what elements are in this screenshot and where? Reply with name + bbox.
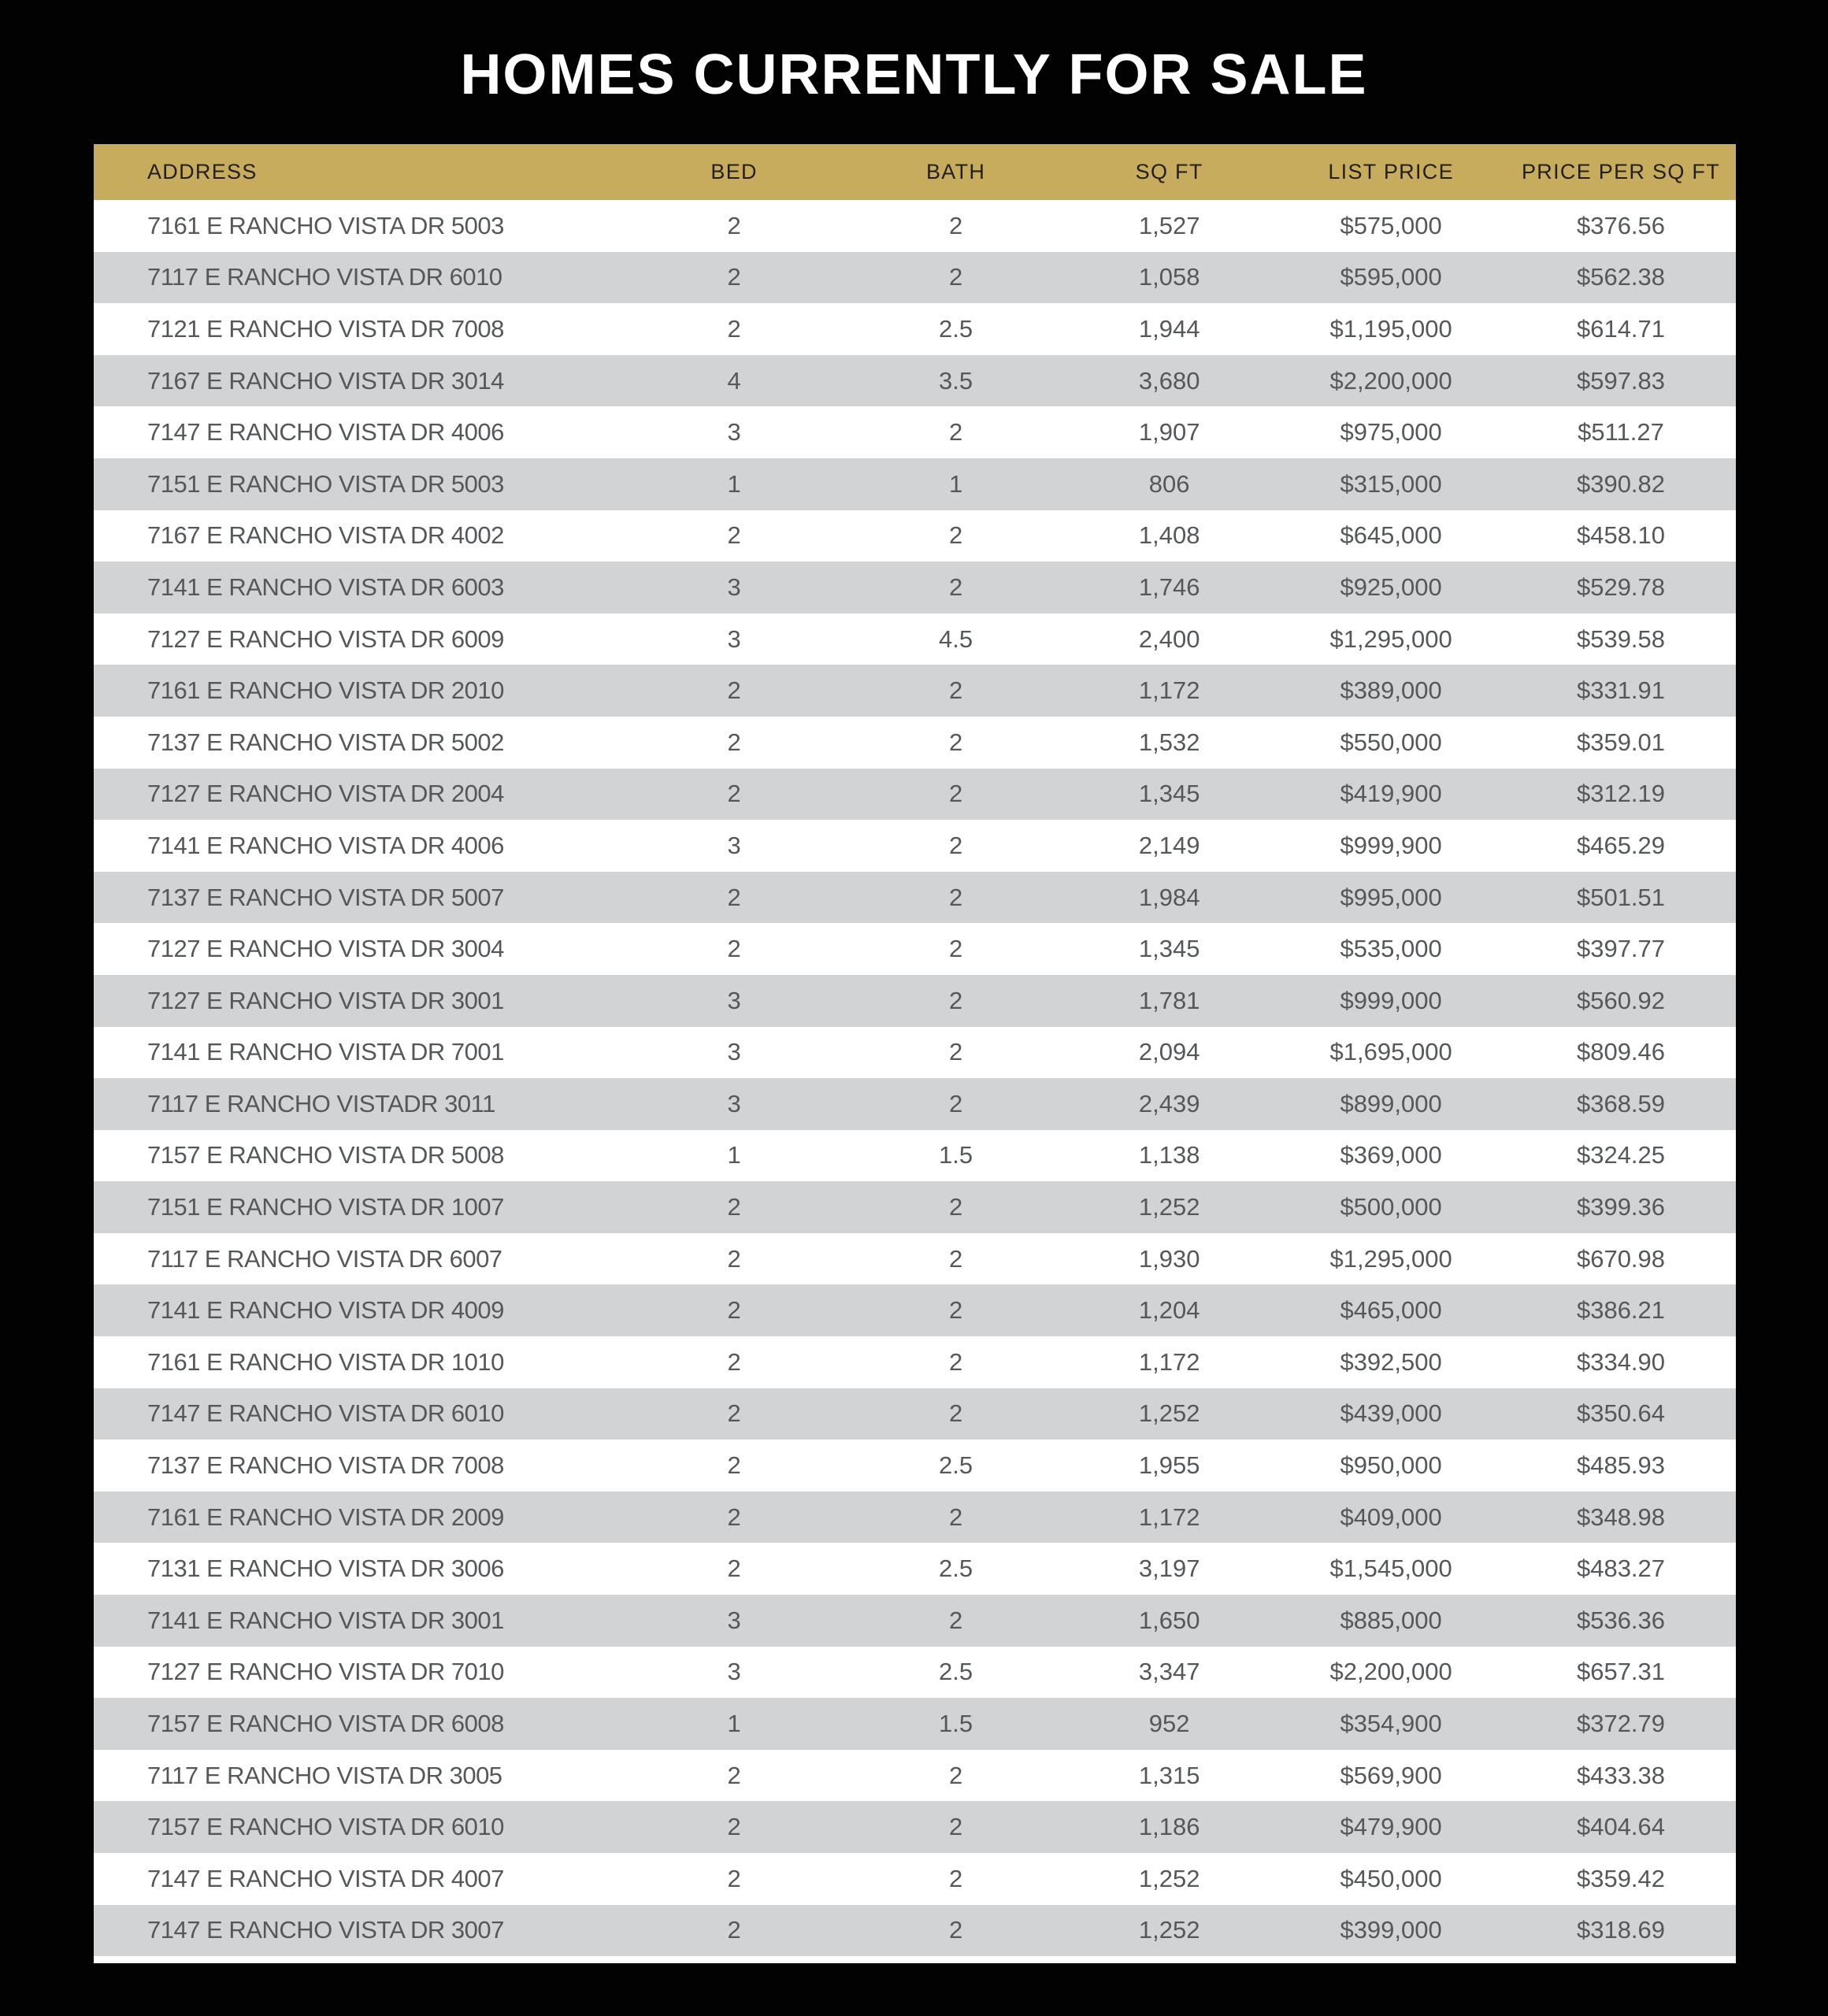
cell-price-per-sqft: $331.91 [1576, 676, 1666, 705]
table-row [94, 975, 1736, 1027]
cell-list-price: $2,200,000 [1329, 366, 1452, 395]
cell-price-per-sqft: $562.38 [1576, 263, 1666, 291]
cell-address: 7127 E RANCHO VISTA DR 2004 [147, 780, 504, 808]
cell-bath: 2 [948, 831, 963, 859]
cell-list-price: $354,900 [1340, 1710, 1442, 1738]
cell-address: 7141 E RANCHO VISTA DR 7001 [147, 1038, 504, 1066]
header-cell-sqft: SQ FT [1135, 160, 1203, 183]
cell-bed: 1 [727, 1141, 741, 1169]
cell-bed: 2 [727, 1244, 741, 1273]
cell-address: 7127 E RANCHO VISTA DR 3001 [147, 986, 504, 1014]
cell-address: 7157 E RANCHO VISTA DR 6010 [147, 1813, 504, 1841]
cell-address: 7157 E RANCHO VISTA DR 5008 [147, 1141, 504, 1169]
cell-price-per-sqft: $465.29 [1576, 831, 1666, 859]
cell-price-per-sqft: $368.59 [1576, 1089, 1666, 1117]
cell-sqft: 1,345 [1138, 935, 1200, 963]
cell-bed: 3 [727, 624, 741, 653]
table-row [94, 1750, 1736, 1802]
cell-price-per-sqft: $318.69 [1576, 1916, 1666, 1944]
cell-price-per-sqft: $458.10 [1576, 521, 1666, 550]
cell-bath: 1 [948, 469, 963, 498]
cell-address: 7127 E RANCHO VISTA DR 7010 [147, 1658, 504, 1686]
cell-price-per-sqft: $390.82 [1576, 469, 1666, 498]
table-row [94, 769, 1736, 821]
cell-sqft: 1,058 [1138, 263, 1200, 291]
cell-list-price: $550,000 [1340, 728, 1442, 756]
cell-bath: 1.5 [939, 1710, 973, 1738]
cell-bed: 2 [727, 1296, 741, 1325]
table-row [94, 613, 1736, 665]
cell-bed: 2 [727, 883, 741, 911]
cell-bed: 2 [727, 1813, 741, 1841]
cell-address: 7117 E RANCHO VISTA DR 6010 [147, 263, 502, 291]
cell-sqft: 1,138 [1138, 1141, 1200, 1169]
cell-bath: 2 [948, 1347, 963, 1376]
cell-price-per-sqft: $404.64 [1576, 1813, 1666, 1841]
cell-bath: 2 [948, 1761, 963, 1789]
cell-address: 7141 E RANCHO VISTA DR 4006 [147, 831, 504, 859]
cell-price-per-sqft: $485.93 [1576, 1451, 1666, 1480]
table-row [94, 303, 1736, 355]
cell-list-price: $419,900 [1340, 780, 1442, 808]
cell-address: 7141 E RANCHO VISTA DR 4009 [147, 1296, 504, 1325]
table-row [94, 458, 1736, 510]
cell-list-price: $1,545,000 [1329, 1555, 1452, 1583]
cell-sqft: 1,532 [1138, 728, 1200, 756]
cell-bath: 2 [948, 935, 963, 963]
cell-address: 7127 E RANCHO VISTA DR 6009 [147, 624, 504, 653]
cell-price-per-sqft: $348.98 [1576, 1503, 1666, 1531]
table-row [94, 872, 1736, 924]
table-row [94, 1440, 1736, 1492]
cell-bath: 2 [948, 780, 963, 808]
cell-bed: 2 [727, 1555, 741, 1583]
cell-address: 7167 E RANCHO VISTA DR 3014 [147, 366, 504, 395]
cell-price-per-sqft: $597.83 [1576, 366, 1666, 395]
cell-bed: 1 [727, 1710, 741, 1738]
cell-bed: 2 [727, 1347, 741, 1376]
cell-list-price: $575,000 [1340, 211, 1442, 239]
table-row [94, 1130, 1736, 1182]
cell-sqft: 1,345 [1138, 780, 1200, 808]
cell-bed: 3 [727, 1658, 741, 1686]
cell-bath: 3.5 [939, 366, 973, 395]
cell-sqft: 952 [1148, 1710, 1190, 1738]
table-row [94, 665, 1736, 717]
cell-bath: 2 [948, 676, 963, 705]
cell-sqft: 2,094 [1138, 1038, 1200, 1066]
table-row [94, 1492, 1736, 1544]
cell-bath: 2.5 [939, 1658, 973, 1686]
cell-list-price: $975,000 [1340, 418, 1442, 447]
cell-list-price: $439,000 [1340, 1399, 1442, 1428]
page-title: HOMES CURRENTLY FOR SALE [460, 43, 1368, 106]
cell-price-per-sqft: $539.58 [1576, 624, 1666, 653]
cell-address: 7151 E RANCHO VISTA DR 1007 [147, 1193, 504, 1221]
cell-bath: 2 [948, 728, 963, 756]
cell-price-per-sqft: $359.01 [1576, 728, 1666, 756]
cell-list-price: $392,500 [1340, 1347, 1442, 1376]
cell-address: 7131 E RANCHO VISTA DR 3006 [147, 1555, 504, 1583]
cell-price-per-sqft: $433.38 [1576, 1761, 1666, 1789]
cell-list-price: $369,000 [1340, 1141, 1442, 1169]
cell-sqft: 1,944 [1138, 314, 1200, 343]
cell-bed: 2 [727, 314, 741, 343]
table-row [94, 1801, 1736, 1853]
cell-sqft: 1,315 [1138, 1761, 1200, 1789]
cell-list-price: $995,000 [1340, 883, 1442, 911]
cell-address: 7117 E RANCHO VISTA DR 3005 [147, 1761, 502, 1789]
table-row [94, 1647, 1736, 1699]
cell-bed: 3 [727, 1606, 741, 1634]
cell-price-per-sqft: $372.79 [1576, 1710, 1666, 1738]
cell-address: 7121 E RANCHO VISTA DR 7008 [147, 314, 504, 343]
cell-bath: 2 [948, 1089, 963, 1117]
cell-bed: 2 [727, 521, 741, 550]
cell-bath: 1.5 [939, 1141, 973, 1169]
cell-bath: 2 [948, 1038, 963, 1066]
cell-sqft: 1,955 [1138, 1451, 1200, 1480]
cell-bed: 2 [727, 1916, 741, 1944]
cell-list-price: $999,900 [1340, 831, 1442, 859]
cell-price-per-sqft: $359.42 [1576, 1864, 1666, 1892]
cell-list-price: $885,000 [1340, 1606, 1442, 1634]
cell-address: 7147 E RANCHO VISTA DR 4006 [147, 418, 504, 447]
cell-price-per-sqft: $560.92 [1576, 986, 1666, 1014]
cell-bed: 3 [727, 986, 741, 1014]
cell-bath: 2 [948, 883, 963, 911]
cell-sqft: 1,907 [1138, 418, 1200, 447]
cell-bath: 2 [948, 1864, 963, 1892]
cell-price-per-sqft: $397.77 [1576, 935, 1666, 963]
cell-price-per-sqft: $483.27 [1576, 1555, 1666, 1583]
cell-sqft: 2,439 [1138, 1089, 1200, 1117]
cell-address: 7141 E RANCHO VISTA DR 3001 [147, 1606, 504, 1634]
cell-bath: 2.5 [939, 1451, 973, 1480]
cell-list-price: $925,000 [1340, 573, 1442, 601]
cell-address: 7157 E RANCHO VISTA DR 6008 [147, 1710, 504, 1738]
cell-list-price: $1,295,000 [1329, 1244, 1452, 1273]
cell-list-price: $899,000 [1340, 1089, 1442, 1117]
cell-price-per-sqft: $657.31 [1576, 1658, 1666, 1686]
cell-bed: 2 [727, 1451, 741, 1480]
cell-list-price: $645,000 [1340, 521, 1442, 550]
table-row [94, 1181, 1736, 1233]
cell-sqft: 3,680 [1138, 366, 1200, 395]
cell-sqft: 3,347 [1138, 1658, 1200, 1686]
table-row [94, 252, 1736, 304]
cell-list-price: $1,195,000 [1329, 314, 1452, 343]
table-row [94, 1336, 1736, 1388]
cell-sqft: 1,252 [1138, 1193, 1200, 1221]
table-row [94, 1543, 1736, 1595]
cell-address: 7161 E RANCHO VISTA DR 1010 [147, 1347, 504, 1376]
cell-sqft: 3,197 [1138, 1555, 1200, 1583]
table-row [94, 923, 1736, 975]
cell-price-per-sqft: $376.56 [1576, 211, 1666, 239]
cell-sqft: 1,252 [1138, 1916, 1200, 1944]
cell-bath: 2 [948, 1399, 963, 1428]
cell-sqft: 1,746 [1138, 573, 1200, 601]
header-cell-bed: BED [710, 160, 758, 183]
table-row [94, 355, 1736, 407]
cell-bed: 2 [727, 1399, 741, 1428]
cell-price-per-sqft: $386.21 [1576, 1296, 1666, 1325]
table-row [94, 406, 1736, 458]
cell-bed: 2 [727, 1503, 741, 1531]
cell-list-price: $315,000 [1340, 469, 1442, 498]
cell-bath: 2 [948, 1916, 963, 1944]
cell-address: 7167 E RANCHO VISTA DR 4002 [147, 521, 504, 550]
cell-bed: 3 [727, 1038, 741, 1066]
cell-bath: 2 [948, 986, 963, 1014]
cell-sqft: 1,172 [1138, 1503, 1200, 1531]
cell-price-per-sqft: $350.64 [1576, 1399, 1666, 1428]
cell-list-price: $950,000 [1340, 1451, 1442, 1480]
cell-sqft: 1,252 [1138, 1864, 1200, 1892]
cell-address: 7137 E RANCHO VISTA DR 5002 [147, 728, 504, 756]
table-row [94, 1078, 1736, 1130]
cell-address: 7161 E RANCHO VISTA DR 5003 [147, 211, 504, 239]
table-row [94, 561, 1736, 613]
table-row [94, 200, 1736, 252]
cell-bed: 2 [727, 780, 741, 808]
cell-address: 7141 E RANCHO VISTA DR 6003 [147, 573, 504, 601]
table-body [94, 200, 1736, 1956]
table-row [94, 1595, 1736, 1647]
cell-list-price: $1,295,000 [1329, 624, 1452, 653]
table-row [94, 1853, 1736, 1905]
cell-address: 7161 E RANCHO VISTA DR 2009 [147, 1503, 504, 1531]
cell-address: 7151 E RANCHO VISTA DR 5003 [147, 469, 504, 498]
cell-sqft: 1,172 [1138, 676, 1200, 705]
cell-list-price: $1,695,000 [1329, 1038, 1452, 1066]
cell-bed: 2 [727, 1193, 741, 1221]
cell-sqft: 1,527 [1138, 211, 1200, 239]
table-row [94, 1905, 1736, 1957]
cell-address: 7117 E RANCHO VISTA DR 6007 [147, 1244, 502, 1273]
cell-list-price: $535,000 [1340, 935, 1442, 963]
cell-bed: 1 [727, 469, 741, 498]
cell-sqft: 1,252 [1138, 1399, 1200, 1428]
table-row [94, 1388, 1736, 1440]
cell-bed: 4 [727, 366, 741, 395]
cell-bath: 2.5 [939, 314, 973, 343]
cell-price-per-sqft: $334.90 [1576, 1347, 1666, 1376]
cell-price-per-sqft: $529.78 [1576, 573, 1666, 601]
homes-for-sale-table [94, 144, 1736, 1963]
cell-list-price: $450,000 [1340, 1864, 1442, 1892]
cell-bath: 2 [948, 1296, 963, 1325]
header-cell-address: ADDRESS [147, 160, 258, 183]
header-cell-price-per-sqft: PRICE PER SQ FT [1521, 160, 1721, 183]
table-row [94, 1284, 1736, 1336]
cell-bed: 2 [727, 1761, 741, 1789]
cell-sqft: 2,400 [1138, 624, 1200, 653]
cell-bath: 2 [948, 1244, 963, 1273]
cell-bed: 2 [727, 728, 741, 756]
cell-price-per-sqft: $809.46 [1576, 1038, 1666, 1066]
cell-bed: 2 [727, 1864, 741, 1892]
cell-bed: 2 [727, 935, 741, 963]
cell-sqft: 1,408 [1138, 521, 1200, 550]
cell-bed: 2 [727, 211, 741, 239]
cell-address: 7147 E RANCHO VISTA DR 6010 [147, 1399, 504, 1428]
cell-sqft: 1,172 [1138, 1347, 1200, 1376]
cell-bed: 3 [727, 1089, 741, 1117]
cell-list-price: $465,000 [1340, 1296, 1442, 1325]
cell-bed: 2 [727, 676, 741, 705]
cell-list-price: $999,000 [1340, 986, 1442, 1014]
cell-sqft: 2,149 [1138, 831, 1200, 859]
cell-list-price: $479,900 [1340, 1813, 1442, 1841]
cell-price-per-sqft: $614.71 [1576, 314, 1666, 343]
cell-list-price: $409,000 [1340, 1503, 1442, 1531]
cell-address: 7161 E RANCHO VISTA DR 2010 [147, 676, 504, 705]
cell-price-per-sqft: $670.98 [1576, 1244, 1666, 1273]
cell-price-per-sqft: $324.25 [1576, 1141, 1666, 1169]
cell-bath: 2 [948, 521, 963, 550]
cell-bed: 3 [727, 418, 741, 447]
cell-bath: 2 [948, 211, 963, 239]
cell-address: 7117 E RANCHO VISTADR 3011 [147, 1089, 495, 1117]
table-row [94, 510, 1736, 562]
cell-bath: 2 [948, 1606, 963, 1634]
cell-price-per-sqft: $312.19 [1576, 780, 1666, 808]
cell-list-price: $2,200,000 [1329, 1658, 1452, 1686]
cell-bath: 2.5 [939, 1555, 973, 1583]
cell-sqft: 806 [1148, 469, 1190, 498]
cell-bath: 2 [948, 573, 963, 601]
cell-sqft: 1,204 [1138, 1296, 1200, 1325]
cell-bath: 2 [948, 1503, 963, 1531]
cell-bed: 3 [727, 573, 741, 601]
cell-sqft: 1,186 [1138, 1813, 1200, 1841]
header-cell-list-price: LIST PRICE [1328, 160, 1454, 183]
cell-list-price: $399,000 [1340, 1916, 1442, 1944]
cell-list-price: $595,000 [1340, 263, 1442, 291]
table-row [94, 1698, 1736, 1750]
cell-price-per-sqft: $501.51 [1576, 883, 1666, 911]
table-row [94, 820, 1736, 872]
cell-bed: 3 [727, 831, 741, 859]
cell-bath: 4.5 [939, 624, 973, 653]
cell-price-per-sqft: $536.36 [1576, 1606, 1666, 1634]
cell-sqft: 1,930 [1138, 1244, 1200, 1273]
cell-price-per-sqft: $399.36 [1576, 1193, 1666, 1221]
cell-list-price: $500,000 [1340, 1193, 1442, 1221]
table-row [94, 717, 1736, 769]
table-header-row [94, 144, 1736, 200]
cell-address: 7137 E RANCHO VISTA DR 5007 [147, 883, 504, 911]
cell-address: 7147 E RANCHO VISTA DR 3007 [147, 1916, 504, 1944]
cell-sqft: 1,650 [1138, 1606, 1200, 1634]
cell-list-price: $389,000 [1340, 676, 1442, 705]
cell-price-per-sqft: $511.27 [1578, 418, 1664, 447]
cell-bed: 2 [727, 263, 741, 291]
cell-bath: 2 [948, 418, 963, 447]
cell-bath: 2 [948, 1813, 963, 1841]
cell-address: 7137 E RANCHO VISTA DR 7008 [147, 1451, 504, 1480]
cell-list-price: $569,900 [1340, 1761, 1442, 1789]
cell-sqft: 1,984 [1138, 883, 1200, 911]
table-row [94, 1233, 1736, 1285]
header-cell-bath: BATH [925, 160, 986, 183]
cell-bath: 2 [948, 1193, 963, 1221]
cell-address: 7127 E RANCHO VISTA DR 3004 [147, 935, 504, 963]
table-row [94, 1027, 1736, 1079]
cell-sqft: 1,781 [1138, 986, 1200, 1014]
cell-bath: 2 [948, 263, 963, 291]
cell-address: 7147 E RANCHO VISTA DR 4007 [147, 1864, 504, 1892]
